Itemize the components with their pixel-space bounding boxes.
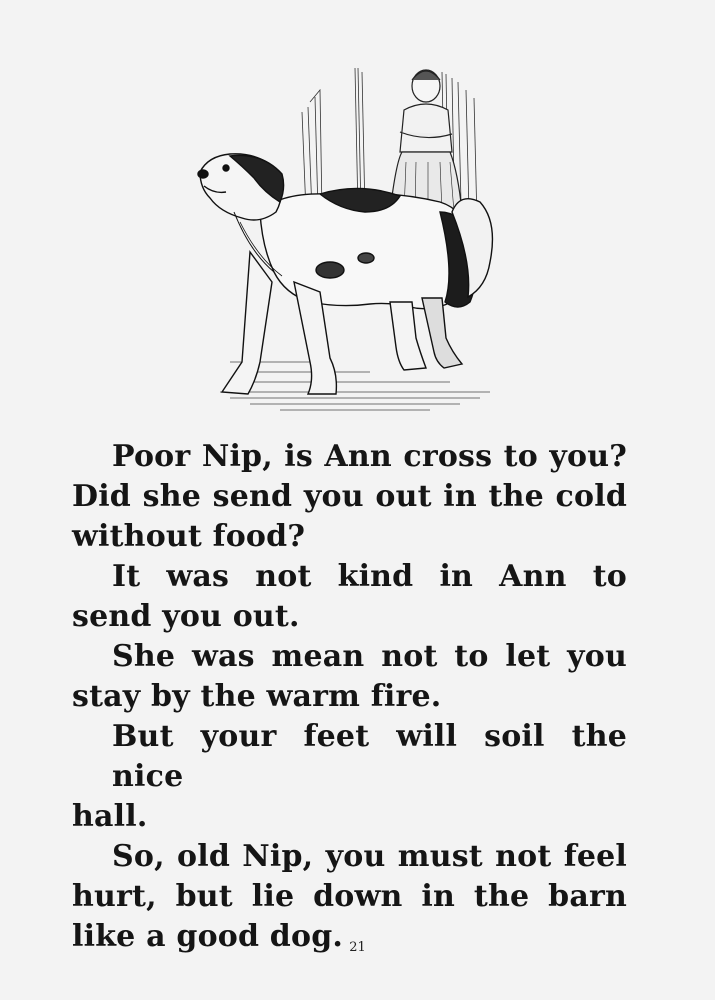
paragraph-2: [72, 557, 627, 637]
text-line: hurt, but lie down in the barn: [72, 879, 627, 914]
text-line: stay by the warm fire.: [72, 679, 442, 714]
text-line: Poor Nip, is Ann cross to you?: [112, 439, 627, 474]
text-line: Did she send you out in the cold: [72, 479, 627, 514]
text-line: hall.: [72, 799, 148, 834]
page-number: 21: [349, 940, 366, 955]
text-line: like a good dog.: [72, 919, 344, 954]
paragraph-5: [72, 837, 627, 957]
story-text: [72, 437, 627, 957]
text-line: send you out.: [72, 599, 300, 634]
paragraph-4: [72, 717, 627, 837]
text-line: So, old Nip, you must not feel: [112, 839, 627, 874]
paragraph-3: [72, 637, 627, 717]
paragraph-1: [72, 437, 627, 557]
engraving-svg: [190, 62, 510, 414]
text-line: without food?: [72, 519, 306, 554]
dog-illustration: [190, 62, 510, 414]
text-line: But your feet will soil the nice: [112, 719, 627, 794]
ground-shading: [220, 362, 490, 410]
text-line: She was mean not to let you: [112, 639, 627, 674]
text-line: It was not kind in Ann to: [112, 559, 627, 594]
woman-figure: [390, 70, 462, 212]
